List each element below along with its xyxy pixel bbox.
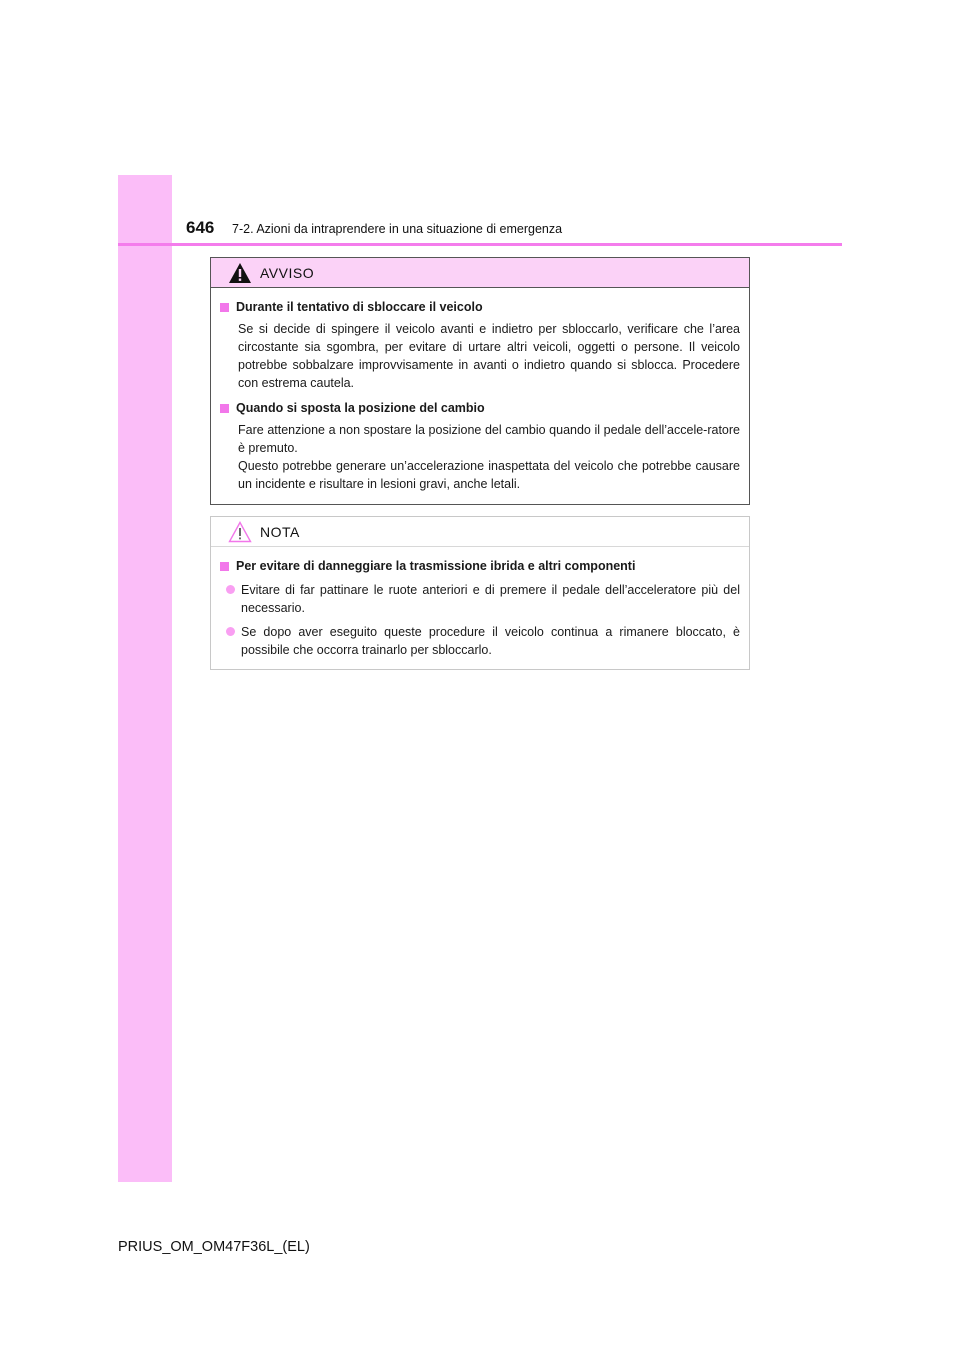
document-code: PRIUS_OM_OM47F36L_(EL) bbox=[118, 1239, 310, 1255]
note-box-header bbox=[211, 517, 749, 547]
warning-box-header bbox=[211, 258, 749, 288]
list-item bbox=[220, 581, 740, 617]
page-number: 646 bbox=[186, 218, 215, 237]
header-rule bbox=[118, 243, 842, 246]
warning-label: AVVISO bbox=[260, 264, 315, 281]
warning-triangle-filled-icon bbox=[228, 262, 252, 284]
note-body bbox=[211, 547, 749, 659]
square-bullet-icon bbox=[220, 303, 229, 312]
warning-body bbox=[211, 288, 749, 493]
circle-bullet-icon bbox=[226, 627, 235, 636]
warning-item-1-heading: Durante il tentativo di sbloccare il veicolo bbox=[236, 300, 483, 314]
warning-item-heading bbox=[220, 399, 740, 417]
note-bullet-1: Evitare di far pattinare le ruote anteriori e di premere il pedale dell’acceleratore più del necessario. bbox=[241, 583, 740, 615]
circle-bullet-icon bbox=[226, 585, 235, 594]
warning-item-2-heading: Quando si sposta la posizione del cambio bbox=[236, 401, 485, 415]
note-label: NOTA bbox=[260, 523, 300, 540]
square-bullet-icon bbox=[220, 404, 229, 413]
warning-item-2-text-b: Questo potrebbe generare un’accelerazione inaspettata del veicolo che potrebbe causare un incidente e risultare in lesioni gravi, anche letali. bbox=[238, 459, 740, 491]
warning-item-heading bbox=[220, 298, 740, 316]
note-bullet-2: Se dopo aver eseguito queste procedure il veicolo continua a rimanere bloccato, è possibile che occorra trainarlo per sbloccarlo. bbox=[241, 625, 740, 657]
warning-item-2-text-a: Fare attenzione a non spostare la posizione del cambio quando il pedale dell’accele-ratore è premuto. bbox=[238, 423, 740, 455]
note-heading-text: Per evitare di danneggiare la trasmissione ibrida e altri componenti bbox=[236, 559, 636, 573]
warning-item-1-text: Se si decide di spingere il veicolo avanti e indietro per sbloccarlo, verificare che l’area circostante sia sgombra, per evitare di urtare altri veicoli, oggetti o persone. Il veicolo potrebbe sobbalzare improvvisamente in avanti o indietro quando si sblocca. Procedere con estrema cautela. bbox=[238, 322, 740, 390]
note-heading bbox=[220, 557, 740, 575]
square-bullet-icon bbox=[220, 562, 229, 571]
list-item bbox=[220, 623, 740, 659]
note-box bbox=[210, 516, 750, 670]
side-color-band bbox=[118, 175, 172, 1182]
warning-box bbox=[210, 257, 750, 505]
section-title: 7-2. Azioni da intraprendere in una situazione di emergenza bbox=[232, 222, 563, 236]
warning-triangle-outline-icon bbox=[228, 521, 252, 543]
